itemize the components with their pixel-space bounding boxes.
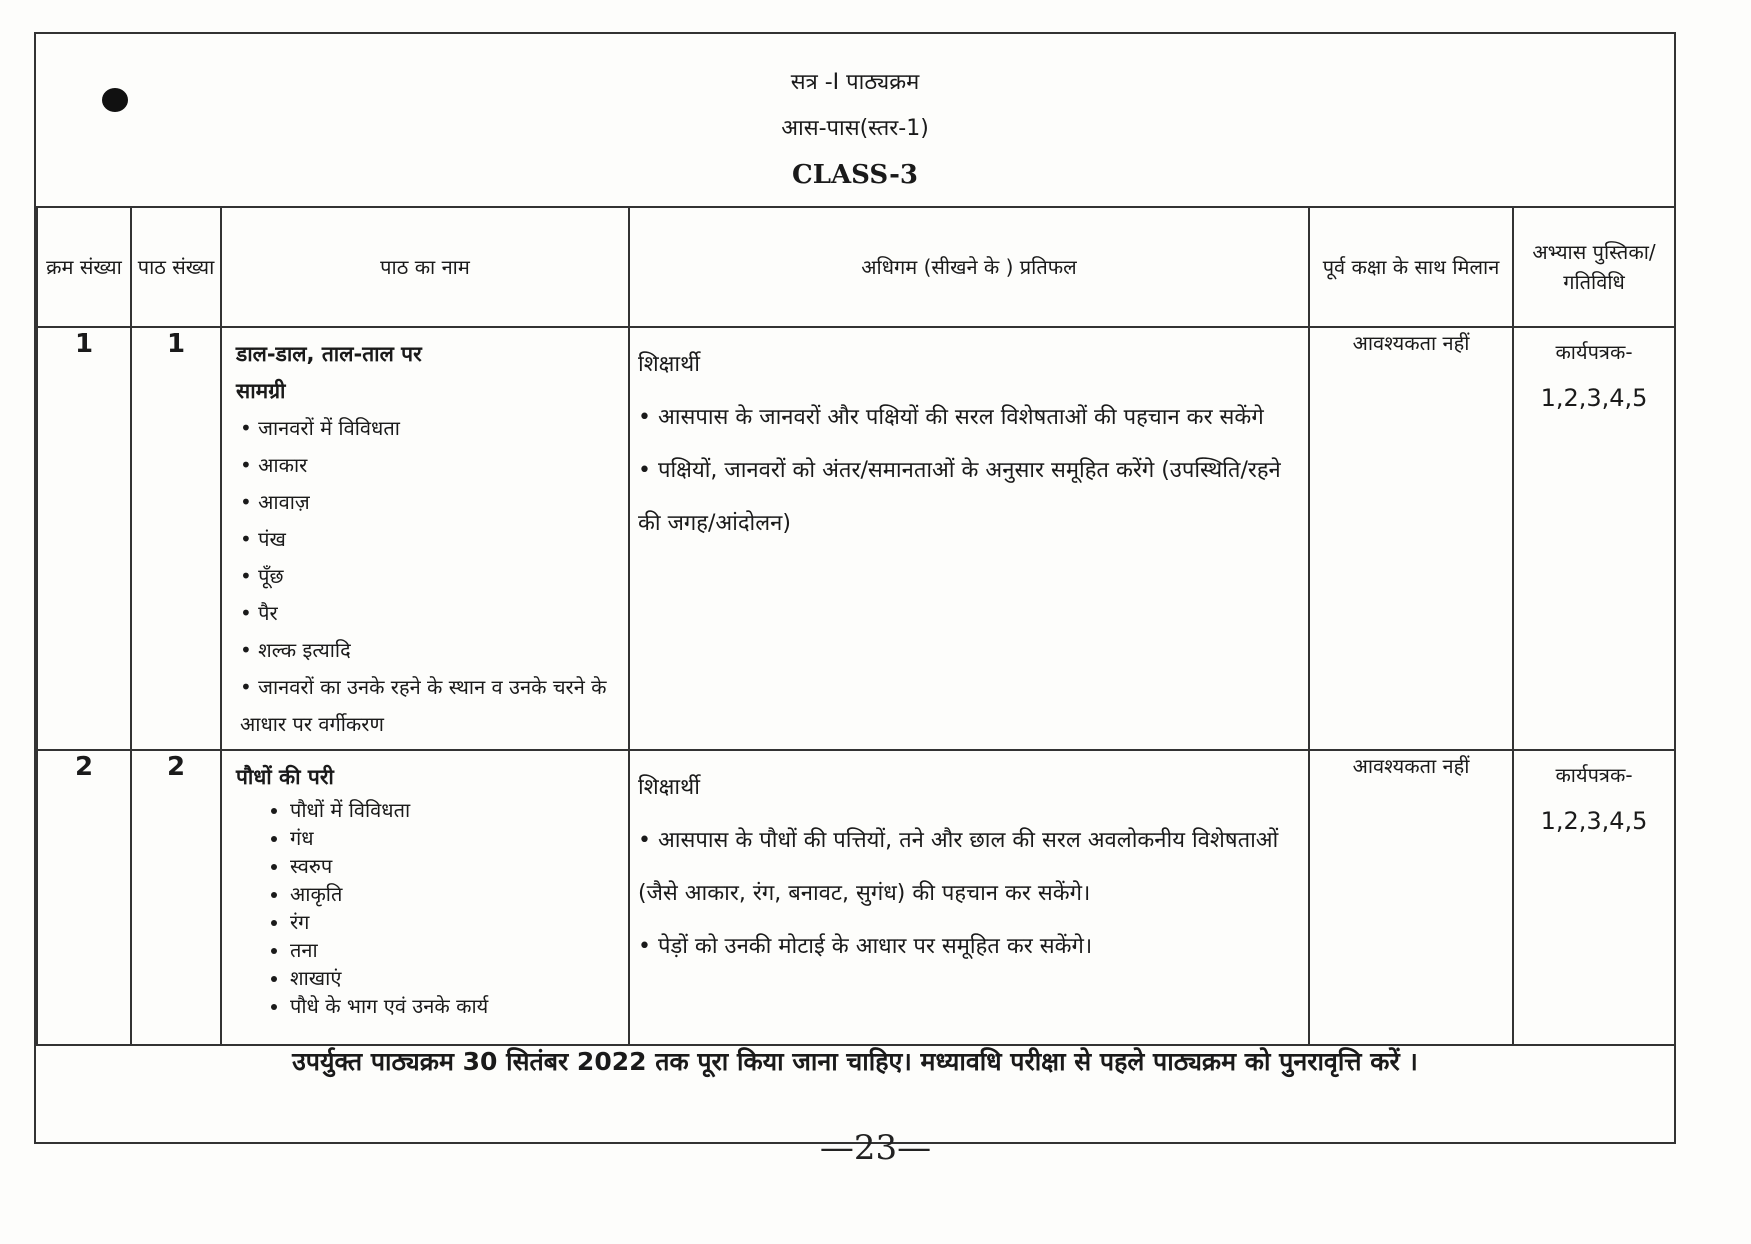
worksheet-label: कार्यपत्रक- bbox=[1555, 763, 1633, 787]
list-item: • शाखाएं bbox=[290, 964, 618, 992]
table-header-row bbox=[37, 207, 1675, 327]
row-outcomes bbox=[629, 750, 1309, 1045]
col-header-lesson-no: पाठ संख्या bbox=[131, 207, 221, 327]
list-item: • आवाज़ bbox=[240, 484, 618, 521]
row-outcomes bbox=[629, 327, 1309, 750]
document-heading bbox=[36, 60, 1674, 198]
outcome-item: • पक्षियों, जानवरों को अंतर/समानताओं के अनुसार समूहित करेंगे (उपस्थिति/रहने की जगह/आंदोलन) bbox=[638, 458, 1281, 536]
footer-note: उपर्युक्त पाठ्यक्रम 30 सितंबर 2022 तक पूरा किया जाना चाहिए। मध्यावधि परीक्षा से पहले पाठ्यक्रम को पुनरावृत्ति करें । bbox=[292, 1047, 1418, 1076]
outcome-item: • आसपास के पौधों की पत्तियों, तने और छाल की सरल अवलोकनीय विशेषताओं (जैसे आकार, रंग, बनावट, सुगंध) की पहचान कर सकेंगे। bbox=[638, 828, 1279, 906]
subject-title: आस-पास(स्तर-1) bbox=[781, 116, 929, 141]
row-worksheet bbox=[1513, 327, 1675, 750]
row-prior-class: आवश्यकता नहीं bbox=[1309, 327, 1513, 750]
col-header-prior-class: पूर्व कक्षा के साथ मिलान bbox=[1309, 207, 1513, 327]
lesson-title: पौधों की परी bbox=[236, 765, 334, 789]
lesson-title: डाल-डाल, ताल-ताल पर bbox=[236, 342, 422, 366]
page-number: —23— bbox=[819, 1128, 932, 1168]
list-item: • आकार bbox=[240, 447, 618, 484]
list-item: • जानवरों का उनके रहने के स्थान व उनके चरने के आधार पर वर्गीकरण bbox=[240, 669, 618, 743]
outcome-label: शिक्षार्थी bbox=[638, 775, 700, 800]
worksheet-numbers: 1,2,3,4,5 bbox=[1540, 807, 1648, 835]
row-sno: 2 bbox=[37, 750, 131, 1045]
list-item: • पौधों में विविधता bbox=[290, 796, 618, 824]
list-item: • रंग bbox=[290, 908, 618, 936]
list-item: • पैर bbox=[240, 595, 618, 632]
term-title: सत्र -I पाठ्यक्रम bbox=[790, 70, 920, 95]
worksheet-numbers: 1,2,3,4,5 bbox=[1540, 384, 1648, 412]
topic-list bbox=[236, 796, 618, 1020]
list-item: • तना bbox=[290, 936, 618, 964]
syllabus-table bbox=[36, 206, 1676, 1046]
row-lesson-no: 2 bbox=[131, 750, 221, 1045]
table-row bbox=[37, 750, 1675, 1045]
col-header-worksheet: अभ्यास पुस्तिका/ गतिविधि bbox=[1513, 207, 1675, 327]
row-lesson-content bbox=[221, 750, 629, 1045]
list-item: • जानवरों में विविधता bbox=[240, 410, 618, 447]
list-item: • पौधे के भाग एवं उनके कार्य bbox=[290, 992, 618, 1020]
list-item: • शल्क इत्यादि bbox=[240, 632, 618, 669]
row-sno: 1 bbox=[37, 327, 131, 750]
list-item: • स्वरुप bbox=[290, 852, 618, 880]
list-item: • पंख bbox=[240, 521, 618, 558]
material-label: सामग्री bbox=[236, 379, 286, 403]
row-lesson-no: 1 bbox=[131, 327, 221, 750]
class-title: CLASS-3 bbox=[792, 160, 918, 190]
outcome-label: शिक्षार्थी bbox=[638, 352, 700, 377]
col-header-outcomes: अधिगम (सीखने के ) प्रतिफल bbox=[629, 207, 1309, 327]
topic-list bbox=[236, 410, 618, 743]
row-lesson-content bbox=[221, 327, 629, 750]
list-item: • आकृति bbox=[290, 880, 618, 908]
list-item: • पूँछ bbox=[240, 558, 618, 595]
row-prior-class: आवश्यकता नहीं bbox=[1309, 750, 1513, 1045]
worksheet-label: कार्यपत्रक- bbox=[1555, 340, 1633, 364]
table-row bbox=[37, 327, 1675, 750]
syllabus-sheet bbox=[34, 32, 1676, 1144]
list-item: • गंध bbox=[290, 824, 618, 852]
col-header-sno: क्रम संख्या bbox=[37, 207, 131, 327]
row-worksheet bbox=[1513, 750, 1675, 1045]
outcome-item: • पेड़ों को उनकी मोटाई के आधार पर समूहित कर सकेंगे। bbox=[638, 934, 1093, 959]
col-header-lesson-name: पाठ का नाम bbox=[221, 207, 629, 327]
outcome-item: • आसपास के जानवरों और पक्षियों की सरल विशेषताओं की पहचान कर सकेंगे bbox=[638, 405, 1264, 430]
